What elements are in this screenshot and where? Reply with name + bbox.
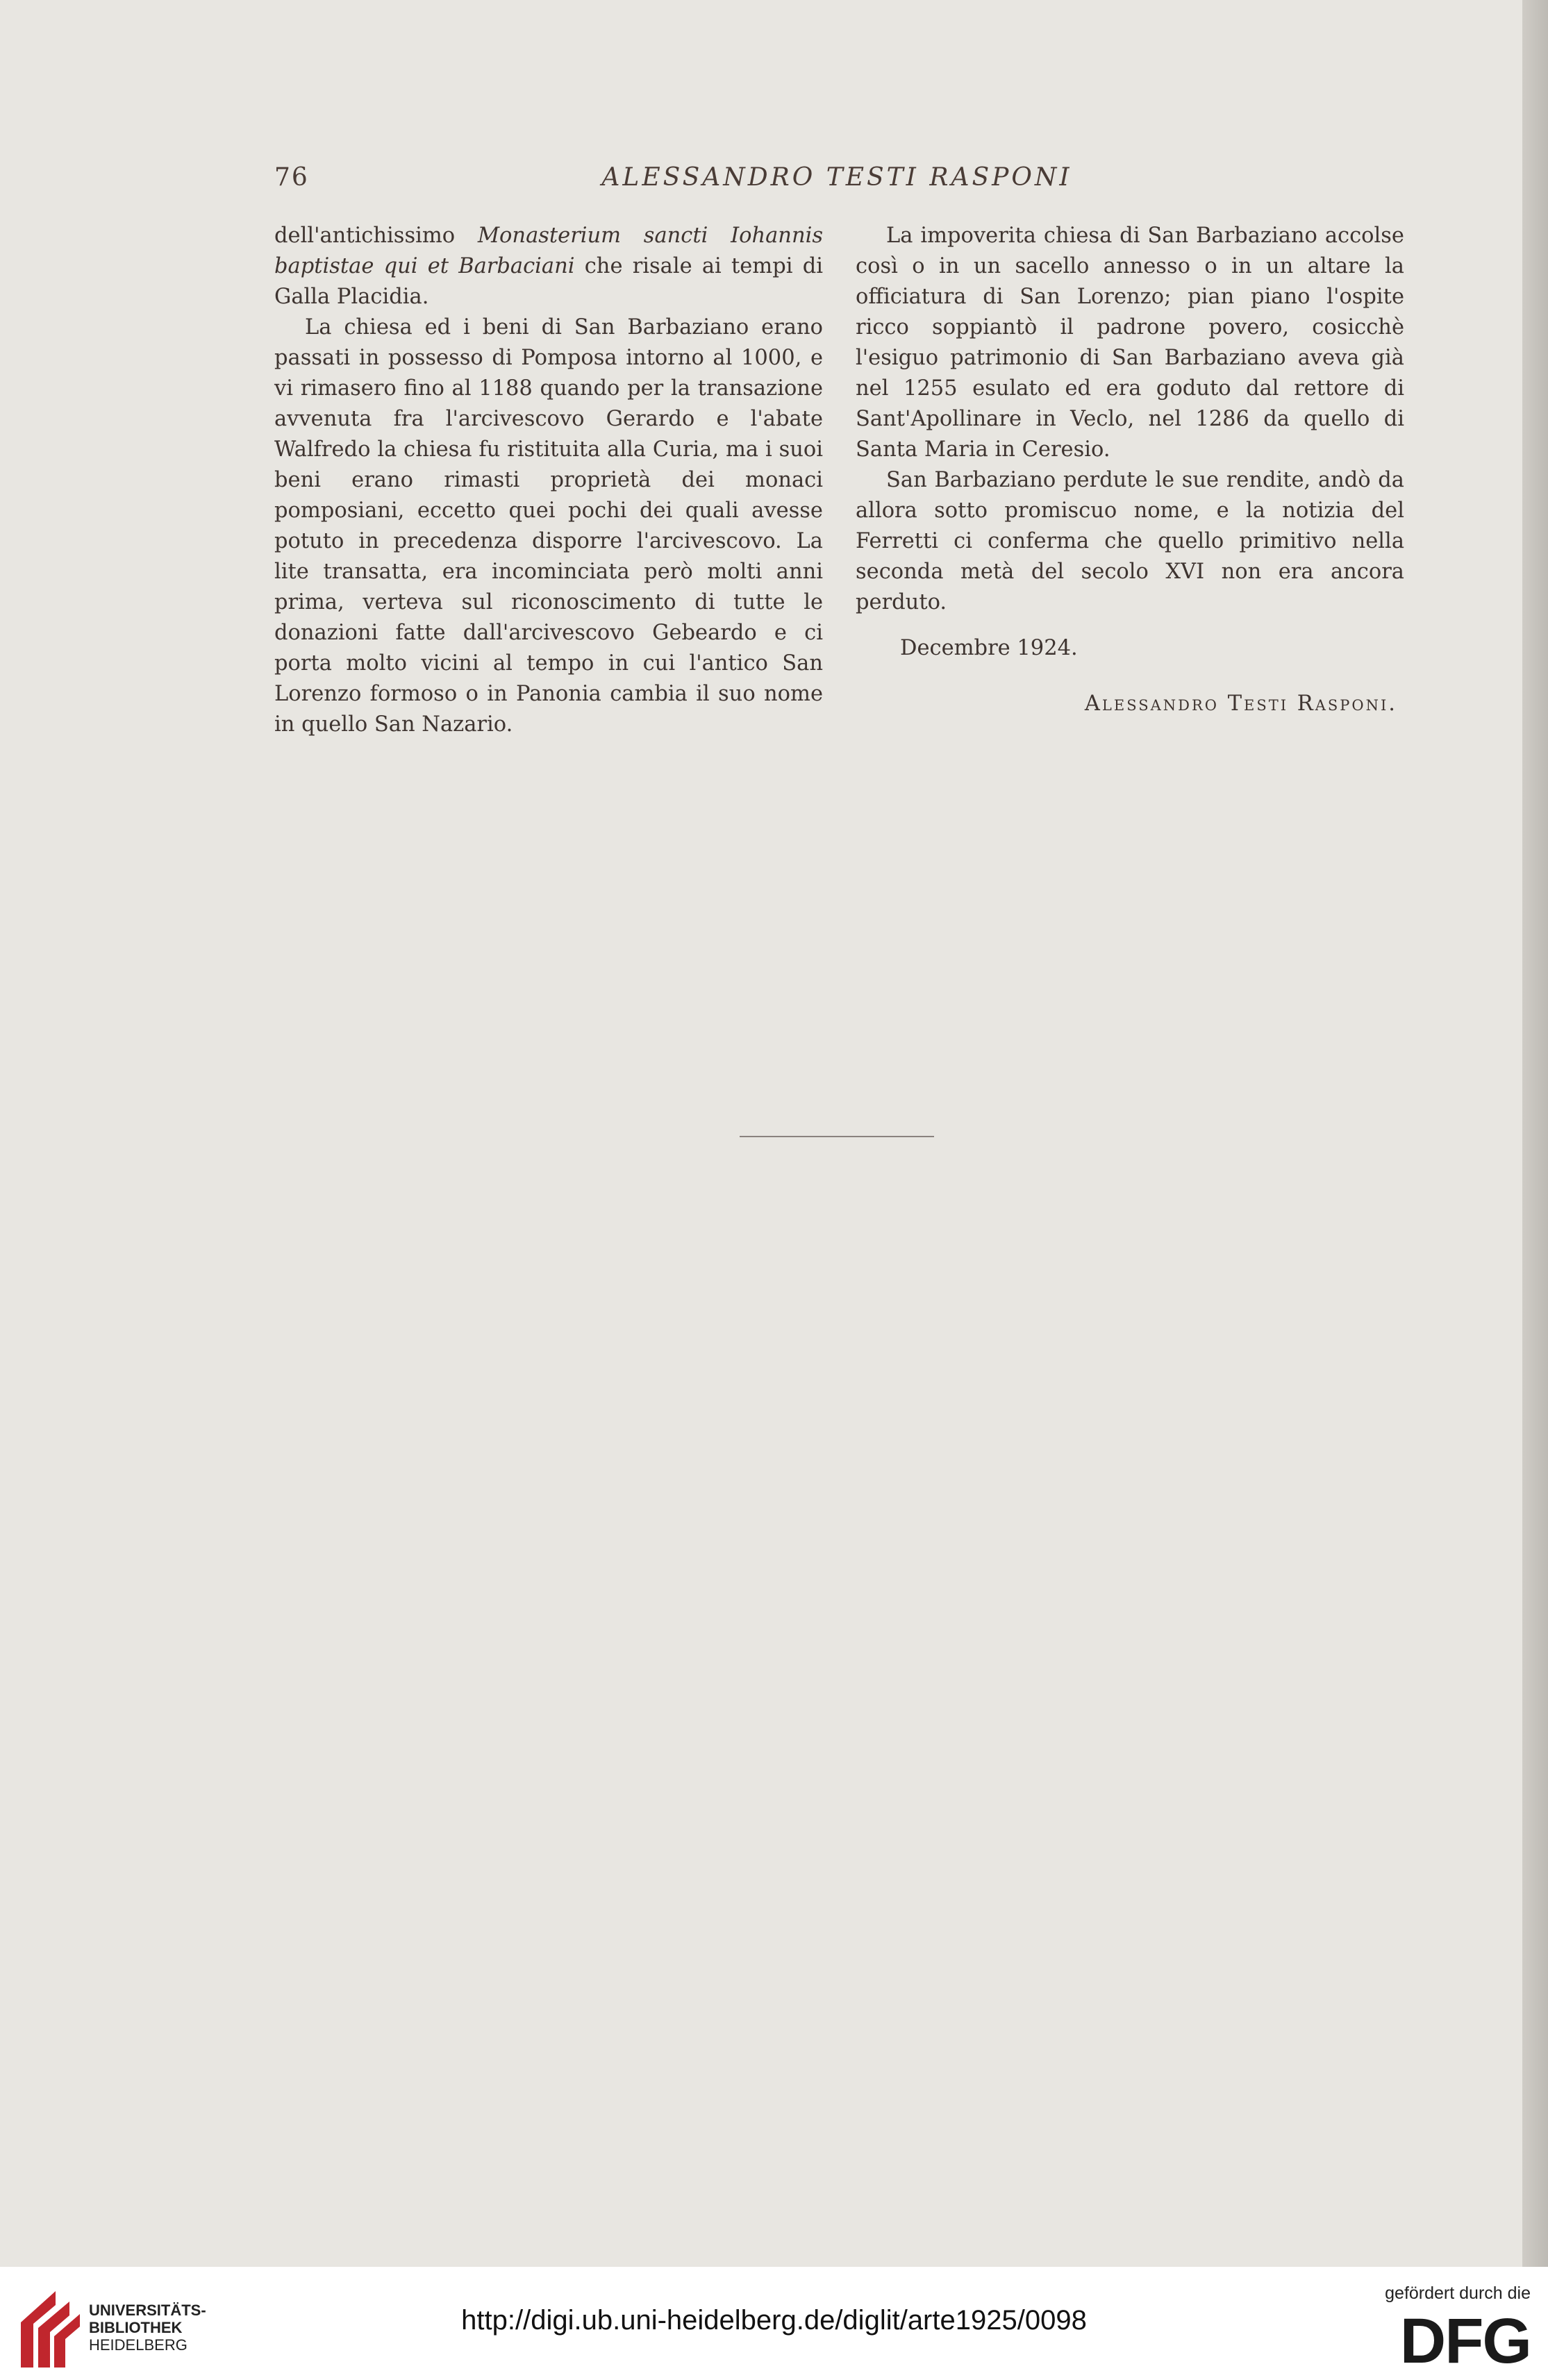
right-column — [856, 221, 1404, 719]
dfg-caption: gefördert durch die — [1385, 2283, 1531, 2303]
dfg-logo-icon: DFG — [1399, 2306, 1531, 2377]
right-paragraph-1: La impoverita chiesa di San Barbaziano accolse così o in un sacello annesso o in un altare la officiatura di San Lorenzo; pian piano l'ospite ricco soppiantò il padrone povero, cosicchè l'esiguo patrimonio di San Barbaziano aveva già nel 1255 esulato ed era goduto dal rettore di Sant'Apollinare in Veclo, nel 1286 da quello di Santa Maria in Ceresio. — [856, 224, 1404, 462]
page-edge — [1522, 0, 1548, 2267]
permalink-url[interactable]: http://digi.ub.uni-heidelberg.de/diglit/arte1925/0098 — [461, 2305, 1087, 2336]
left-p1-text-a: dell'antichissimo — [274, 224, 478, 248]
date-line: Decembre 1924. — [900, 636, 1078, 660]
left-p1-text-b: che risale ai tempi di Galla Placidia. — [274, 254, 823, 309]
right-paragraph-2: San Barbaziano perdute le sue rendite, andò da allora sotto promiscuo nome, e la notizia del Ferretti ci conferma che quello primitivo nella seconda metà del secolo XVI non era ancora perduto. — [856, 468, 1404, 614]
library-name-line-2: BIBLIOTHEK — [89, 2319, 183, 2336]
library-name-line-1: UNIVERSITÄTS- — [89, 2302, 206, 2319]
author-signature: Alessandro Testi Rasponi. — [1084, 692, 1397, 716]
footer-bar — [0, 2267, 1548, 2380]
left-p1-latin-title: Monasterium sancti Iohannis baptistae qui et Barbaciani — [274, 224, 823, 278]
page-number: 76 — [274, 163, 309, 192]
section-divider — [740, 1136, 934, 1137]
left-paragraph-1 — [274, 221, 823, 312]
page-header — [274, 163, 1399, 205]
running-title: ALESSANDRO TESTI RASPONI — [601, 163, 1072, 192]
library-name-line-3: HEIDELBERG — [89, 2336, 188, 2354]
left-column — [274, 221, 823, 740]
left-paragraph-2: La chiesa ed i beni di San Barbaziano erano passati in possesso di Pomposa intorno al 1000, e vi rimasero fino al 1188 quando per la transazione avvenuta fra l'arcivescovo Gerardo e l'abate Walfredo la chiesa fu ristituita alla Curia, ma i suoi beni erano rimasti proprietà dei monaci pomposiani, eccetto quei pochi dei quali avesse potuto in precedenza disporre l'arcivescovo. La lite transatta, era incominciata però molti anni prima, verteva sul riconoscimento di tutte le donazioni fatte dall'arcivescovo Gebeardo e ci porta molto vicini al tempo in cui l'antico San Lorenzo formoso o in Panonia cambia il suo nome in quello San Nazario. — [274, 315, 823, 737]
